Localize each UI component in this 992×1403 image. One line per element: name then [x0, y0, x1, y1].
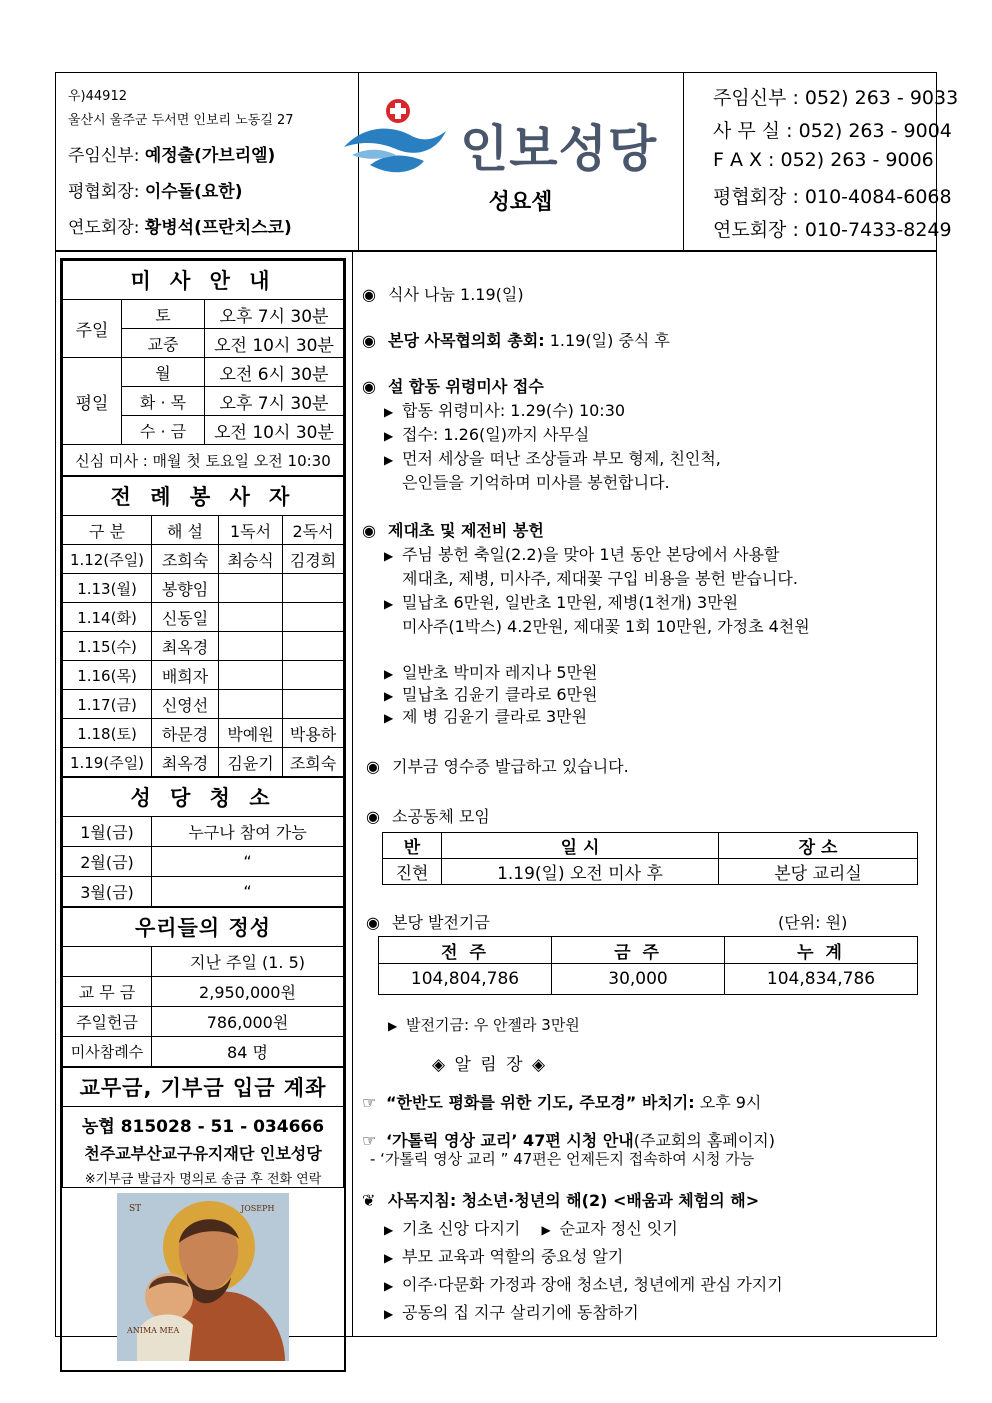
list-item: ▶ 부모 교육과 역할의 중요성 알기	[384, 1247, 624, 1266]
fund-note: ▶ 발전기금: 우 안젤라 3만원	[388, 1016, 580, 1034]
mass-day: 토	[122, 300, 205, 329]
mass-day: 교중	[122, 329, 205, 358]
st-joseph-icon	[117, 1193, 289, 1361]
offerings-table	[62, 907, 344, 1067]
video-notice: ☞ ‘가톨릭 영상 교리’ 47편 시청 안내(주교회의 홈페이지)	[362, 1131, 775, 1150]
fund-notice: ◉ 본당 발전기금	[366, 913, 490, 932]
pastor-row: 주임신부: 예정출(가브리엘)	[68, 146, 276, 166]
table-row: 104,804,786 30,000 104,834,786	[379, 964, 918, 995]
fund-table	[378, 936, 918, 995]
table-row: 3월(금) “	[63, 877, 344, 907]
dove-icon: ❦	[362, 1191, 376, 1210]
table-row: 1.12(주일) 조희숙 최승식 김경희	[63, 545, 344, 574]
contact-line: 연도회장 : 010-7433-8249	[713, 219, 952, 241]
triangle-icon: ▶	[384, 1307, 394, 1321]
triangle-icon: ▶	[384, 1279, 394, 1293]
header-info	[56, 73, 359, 250]
account-table	[62, 1067, 344, 1370]
address: 울산시 울주군 두서면 인보리 노동길 27	[68, 113, 294, 128]
table-row: 2월(금) “	[63, 847, 344, 877]
left-column	[60, 258, 346, 1372]
icon-label: ST	[129, 1204, 142, 1214]
header-logo	[358, 73, 684, 250]
weekday-label: 평일	[63, 358, 122, 445]
council-name: 이수돌(요한)	[144, 182, 243, 202]
bulletin-frame	[55, 72, 959, 1337]
triangle-icon: ▶	[384, 597, 394, 611]
receipt-notice: ◉ 기부금 영수증 발급하고 있습니다.	[366, 757, 629, 776]
list-item: ▶ 일반초 박미자 레지나 5만원	[384, 663, 598, 682]
table-row: 미사참례수 84 명	[63, 1037, 344, 1067]
table-row: 1.18(토) 하문경 박예원 박용하	[63, 719, 344, 748]
peace-prayer-notice: ☞ “한반도 평화를 위한 기도, 주모경” 바치기: 오후 9시	[362, 1093, 762, 1112]
account-holder: 천주교부산교구유지재단 인보성당	[84, 1143, 322, 1163]
list-item: 은인들을 기억하며 미사를 봉헌합니다.	[402, 473, 670, 492]
list-item: ▶ 접수: 1.26(일)까지 사무실	[384, 425, 590, 444]
church-logo	[358, 87, 683, 197]
mass-time: 오전 10시 30분	[205, 416, 344, 445]
bullet-icon: ◉	[362, 377, 376, 396]
table-row: 1.16(목) 배희자	[63, 661, 344, 690]
mass-table	[62, 260, 344, 476]
offerings-period: 지난 주일 (1. 5)	[152, 947, 344, 977]
meal-notice: ◉ 식사 나눔 1.19(일)	[362, 285, 524, 304]
mass-title: 미 사 안 내	[63, 261, 344, 300]
table-row: 1.19(주일) 최옥경 김윤기 조희숙	[63, 748, 344, 777]
fund-unit: (단위: 원)	[778, 913, 848, 932]
column-header: 구 분	[63, 516, 152, 545]
pastoral-notice: ❦ 사목지침: 청소년·청년의 해(2) <배움과 체험의 해>	[362, 1191, 760, 1210]
assembly-notice: ◉ 본당 사목협의회 총회: 1.19(일) 중식 후	[362, 331, 670, 350]
triangle-icon: ▶	[388, 1019, 398, 1033]
contact-line: F A X : 052) 263 - 9006	[713, 149, 934, 171]
mass-day: 월	[122, 358, 205, 387]
list-item: 미사주(1박스) 4.2만원, 제대꽃 1회 10만원, 가정초 4천원	[402, 617, 810, 636]
pointing-hand-icon: ☞	[362, 1093, 377, 1112]
mass-time: 오전 6시 30분	[205, 358, 344, 387]
servers-title: 전 례 봉 사 자	[63, 477, 344, 516]
cleaning-title: 성 당 청 소	[63, 778, 344, 817]
table-row: 1.14(화) 신동일	[63, 603, 344, 632]
bullet-icon: ◉	[366, 757, 380, 776]
list-item: ▶ 합동 위령미사: 1.29(수) 10:30	[384, 401, 626, 420]
icon-cell	[63, 1188, 344, 1371]
pointing-hand-icon: ☞	[362, 1131, 377, 1150]
bullet-icon: ◉	[366, 913, 380, 932]
table-row: 1.17(금) 신영선	[63, 690, 344, 719]
bullet-icon: ◉	[366, 807, 380, 826]
church-name: 인보성당	[460, 120, 658, 178]
prayer-name: 황병석(프란치스코)	[144, 218, 292, 238]
community-table	[382, 832, 918, 885]
account-note: ※기부금 발급자 명의로 송금 후 전화 연락	[84, 1171, 322, 1187]
list-item: ▶ 공동의 집 지구 살리기에 동참하기	[384, 1303, 639, 1322]
cleaning-table	[62, 777, 344, 907]
list-item: 제대초, 제병, 미사주, 제대꽃 구입 비용을 봉헌 받습니다.	[402, 569, 798, 588]
column-header: 반	[383, 833, 442, 859]
mass-time: 오전 10시 30분	[205, 329, 344, 358]
account-info	[63, 1107, 344, 1188]
announcement-title: ◈ 알 림 장 ◈	[432, 1055, 548, 1075]
triangle-icon: ▶	[384, 549, 394, 563]
list-item: ▶ 밀납초 6만원, 일반초 1만원, 제병(1천개) 3만원	[384, 593, 739, 612]
mass-time: 오후 7시 30분	[205, 300, 344, 329]
triangle-icon: ▶	[384, 429, 394, 443]
table-row: 1월(금) 누구나 참여 가능	[63, 817, 344, 847]
council-row: 평협회장: 이수돌(요한)	[68, 182, 243, 202]
column-header: 1독서	[219, 516, 283, 545]
mass-day: 수 · 금	[122, 416, 205, 445]
account-title: 교무금, 기부금 입금 계좌	[63, 1068, 344, 1107]
list-item: ▶ 제 병 김윤기 클라로 3만원	[384, 707, 588, 726]
account-number: 농협 815028 - 51 - 034666	[81, 1116, 325, 1137]
icon-label: ANIMA MEA	[127, 1326, 180, 1335]
list-item: ▶ 주님 봉헌 축일(2.2)을 맞아 1년 동안 본당에서 사용할	[384, 545, 780, 564]
header-contacts	[683, 73, 959, 250]
pastor-name: 예정출(가브리엘)	[144, 146, 276, 166]
column-header: 장 소	[719, 833, 918, 859]
contact-line: 평협회장 : 010-4084-6068	[713, 186, 952, 208]
mass-time: 오후 7시 30분	[205, 387, 344, 416]
list-item: ▶ 이주·다문화 가정과 장애 청소년, 청년에게 관심 가지기	[384, 1275, 783, 1294]
mass-day: 화 · 목	[122, 387, 205, 416]
offerings-title: 우리들의 정성	[63, 908, 344, 947]
column-header: 누 계	[725, 937, 918, 964]
servers-table	[62, 476, 344, 777]
column-header: 금 주	[552, 937, 725, 964]
sunday-label: 주일	[63, 300, 122, 358]
list-item: ▶ 기초 신앙 다지기 ▶ 순교자 정신 잇기	[384, 1219, 678, 1238]
list-item: ▶ 먼저 세상을 떠난 조상들과 부모 형제, 친인척,	[384, 449, 721, 468]
list-item: ▶ 밀납초 김윤기 클라로 6만원	[384, 685, 598, 704]
wave-cross-icon	[340, 95, 450, 185]
table-row: 교 무 금 2,950,000원	[63, 977, 344, 1007]
column-header: 전 주	[379, 937, 552, 964]
postal-code: 우)44912	[68, 89, 127, 104]
column-header: 일 시	[442, 833, 719, 859]
table-row: 1.15(수) 최옥경	[63, 632, 344, 661]
triangle-icon: ▶	[384, 453, 394, 467]
candle-notice: ◉ 제대초 및 제전비 봉헌	[362, 521, 544, 540]
video-detail: - ‘가톨릭 영상 교리 ” 47편은 언제든지 접속하여 시청 가능	[370, 1150, 755, 1168]
triangle-icon: ▶	[384, 405, 394, 419]
table-row: 주일헌금 786,000원	[63, 1007, 344, 1037]
bullet-icon: ◉	[362, 331, 376, 350]
memorial-notice: ◉ 설 합동 위령미사 접수	[362, 377, 544, 396]
table-row: 진현 1.19(일) 오전 미사 후 본당 교리실	[383, 859, 918, 885]
column-header: 해 설	[152, 516, 219, 545]
first-saturday-mass: 신심 미사 : 매월 첫 토요일 오전 10:30	[63, 445, 344, 476]
triangle-icon: ▶	[384, 1251, 394, 1265]
bulletin-title: 성요셉	[488, 190, 553, 215]
icon-label: JOSEPH	[241, 1204, 275, 1213]
contact-line: 사 무 실 : 052) 263 - 9004	[713, 120, 952, 142]
table-row: 1.13(월) 봉향임	[63, 574, 344, 603]
column-header: 2독서	[283, 516, 344, 545]
contact-line: 주임신부 : 052) 263 - 9033	[713, 87, 959, 109]
triangle-icon: ▶	[384, 667, 394, 681]
header	[56, 73, 959, 252]
triangle-icon: ▶	[384, 689, 394, 703]
triangle-icon: ▶	[384, 711, 394, 725]
column-divider	[352, 250, 353, 1337]
bullet-icon: ◉	[362, 285, 376, 304]
triangle-icon: ▶	[541, 1223, 551, 1237]
prayer-row: 연도회장: 황병석(프란치스코)	[68, 218, 292, 238]
triangle-icon: ▶	[384, 1223, 394, 1237]
bullet-icon: ◉	[362, 521, 376, 540]
community-notice: ◉ 소공동체 모임	[366, 807, 490, 826]
